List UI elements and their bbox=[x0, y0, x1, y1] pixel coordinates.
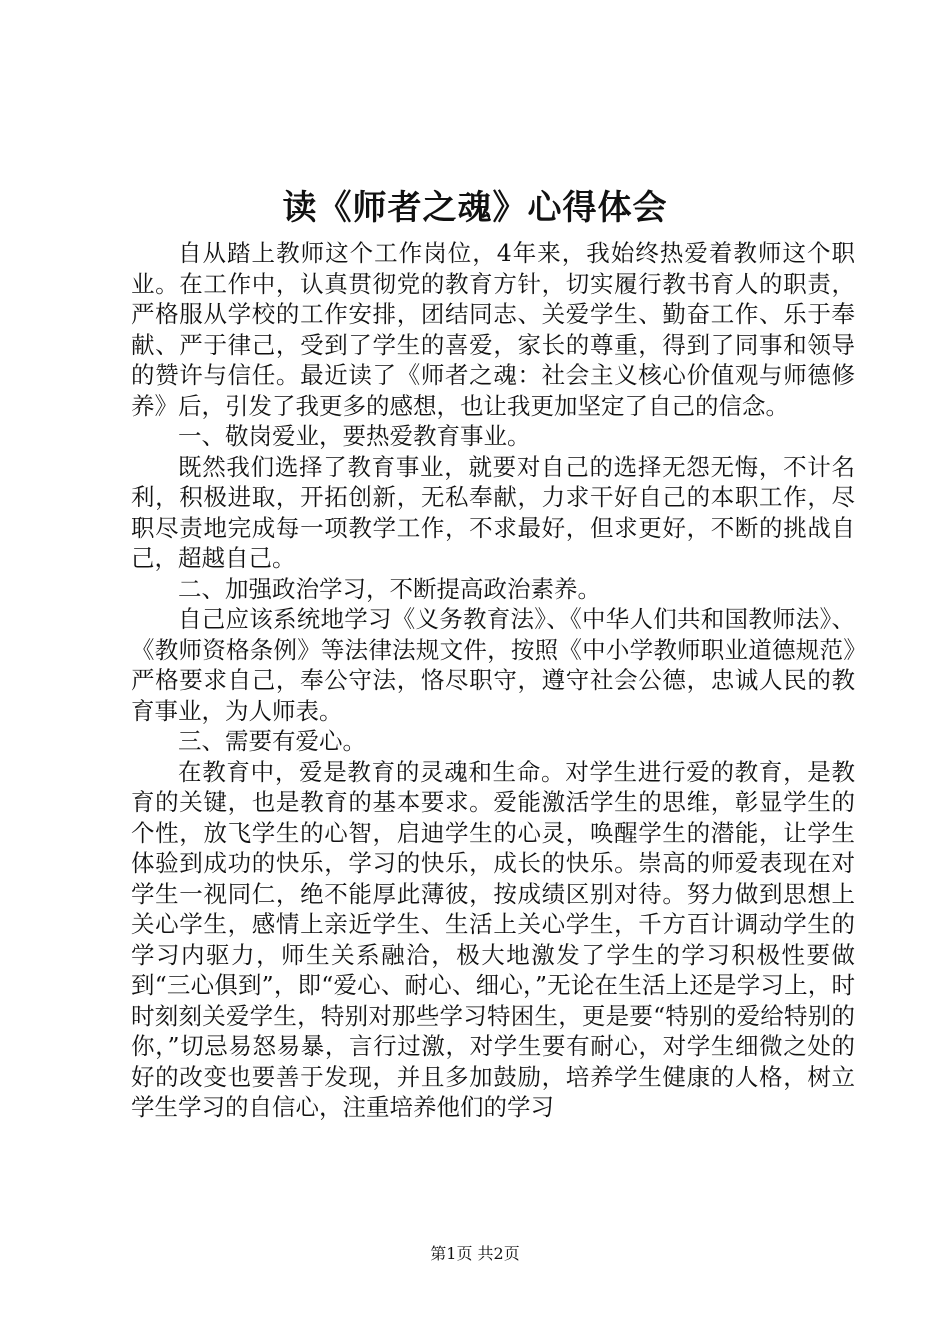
paragraph-section-1: 既然我们选择了教育事业，就要对自己的选择无怨无悔，不计名利，积极进取，开拓创新，无私奉献，力求干好自己的本职工作，尽职尽责地完成每一项教学工作，不求最好，但求更好，不断的挑战自己，超越自己。 bbox=[131, 452, 855, 572]
section-heading-3: 三、需要有爱心。 bbox=[178, 727, 366, 755]
paragraph-section-2: 自己应该系统地学习《义务教育法》、《中华人们共和国教师法》、《教师资格条例》等法律法规文件，按照《中小学教师职业道德规范》严格要求自己，奉公守法，恪尽职守，遵守社会公德，忠诚人民的教育事业，为人师表。 bbox=[131, 605, 855, 725]
paragraph-section-3: 在教育中，爱是教育的灵魂和生命。对学生进行爱的教育，是教育的关键，也是教育的基本要求。爱能激活学生的思维，彰显学生的个性，放飞学生的心智，启迪学生的心灵，唤醒学生的潜能，让学生体验到成功的快乐，学习的快乐，成长的快乐。崇高的师爱表现在对学生一视同仁，绝不能厚此薄彼，按成绩区别对待。努力做到思想上关心学生，感情上亲近学生、生活上关心学生，千方百计调动学生的学习内驱力，师生关系融洽，极大地激发了学生的学习积极性要做到“三心俱到”，即“爱心、耐心、细心，”无论在生活上还是学习上，时时刻刻关爱学生，特别对那些学习特困生，更是要“特别的爱给特别的你，”切忌易怒易暴，言行过激，对学生要有耐心，对学生细微之处的好的改变也要善于发现，并且多加鼓励，培养学生健康的人格，树立学生学习的自信心，注重培养他们的学习 bbox=[131, 757, 855, 1121]
paragraph-intro: 自从踏上教师这个工作岗位，4年来，我始终热爱着教师这个职业。在工作中，认真贯彻党的教育方针，切实履行教书育人的职责，严格服从学校的工作安排，团结同志、关爱学生、勤奋工作、乐于奉献、严于律己，受到了学生的喜爱，家长的尊重，得到了同事和领导的赞许与信任。最近读了《师者之魂：社会主义核心价值观与师德修养》后，引发了我更多的感想，也让我更加坚定了自己的信念。 bbox=[131, 239, 855, 420]
document-title: 读《师者之魂》心得体会 bbox=[282, 188, 668, 228]
document-body bbox=[131, 238, 855, 1123]
page-footer: 第1页 共2页 bbox=[430, 1244, 520, 1263]
section-heading-2: 二、加强政治学习，不断提高政治素养。 bbox=[178, 574, 601, 603]
section-heading-1: 一、敬岗爱业，要热爱教育事业。 bbox=[178, 422, 531, 450]
